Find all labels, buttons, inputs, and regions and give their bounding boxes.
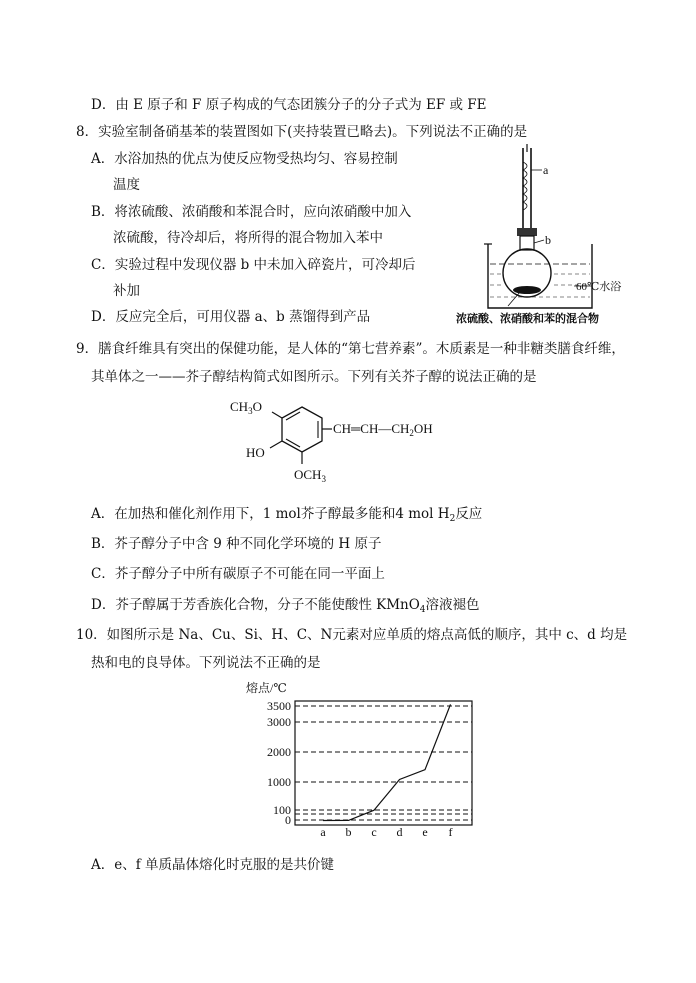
nitrobenzene-apparatus-figure [450,140,650,330]
q10-option-a: A．e、f 单质晶体熔化时克服的是共价键 [91,857,335,873]
q10-stem-line1: 10．如图所示是 Na、Cu、Si、H、C、N元素对应单质的熔点高低的顺序，其中 c、d 均是 [76,627,628,643]
svg-text:CH═CH—CH2OH: $CH═CH—CH_2OH$ [333,421,433,438]
chart-x-tick-label: f [448,825,453,838]
chart-y-tick-label: 3000 [267,715,291,729]
q9-option-a: A．在加热和催化剂作用下，1 mol芥子醇最多能和4 mol $H_2$反应 [91,506,483,524]
q8-option-b-line1: B．将浓硫酸、浓硝酸和苯混合时，应向浓硝酸中加入 [91,204,412,220]
mixture-label: 浓硫酸、浓硝酸和苯的混合物 [456,313,599,325]
q8-option-a-line2: 温度 [113,177,140,193]
chart-x-tick-label: c [371,825,377,838]
chart-x-tick-label: a [320,825,326,838]
q9-stem-line2: 其单体之一——芥子醇结构简式如图所示。下列有关芥子醇的说法正确的是 [91,369,537,385]
chart-x-tick-label: e [422,825,428,838]
chart-y-tick-label: 1000 [267,775,291,789]
svg-text:CH3O: $CH_3O$ [230,399,262,416]
chart-x-tick-label: b [345,825,352,838]
q9-stem-line1: 9．膳食纤维具有突出的保健功能，是人体的“第七营养素”。木质素是一种非糖类膳食纤维， [76,341,625,357]
q8-option-c-line2: 补加 [113,283,140,299]
chart-y-tick-label: 3500 [267,699,291,713]
label-b: b [545,233,551,247]
q7-option-d: D．由 E 原子和 F 原子构成的气态团簇分子的分子式为 EF 或 FE [91,97,487,113]
chart-plot-frame [295,701,472,825]
q8-option-c-line1: C．实验过程中发现仪器 b 中未加入碎瓷片，可冷却后 [91,257,416,273]
water-bath-label: 60℃水浴 [576,281,622,293]
label-a: a [543,163,549,177]
chart-y-tick-label: 2000 [267,745,291,759]
melting-point-chart [240,678,480,838]
q8-option-b-line2: 浓硫酸，待冷却后，将所得的混合物加入苯中 [113,230,383,246]
chart-y-tick-label: 0 [285,813,291,827]
sinapyl-alcohol-structure [224,394,484,498]
svg-text:HO: HO [246,445,265,460]
chart-y-tick-label: 100 [273,803,291,817]
q8-stem: 8．实验室制备硝基苯的装置图如下(夹持装置已略去)。下列说法不正确的是 [76,124,528,140]
chart-x-tick-label: d [396,825,403,838]
q10-stem-line2: 热和电的良导体。下列说法不正确的是 [91,655,321,671]
q8-option-a-line1: A．水浴加热的优点为使反应物受热均匀、容易控制 [91,151,398,167]
q9-option-b: B．芥子醇分子中含 9 种不同化学环境的 H 原子 [91,536,382,552]
q8-option-d: D．反应完全后，可用仪器 a、b 蒸馏得到产品 [91,309,371,325]
q9-option-d: D．芥子醇属于芳香族化合物，分子不能使酸性 KMnO$_4$溶液褪色 [91,597,480,615]
chart-y-axis-label: 熔点/℃ [246,681,287,695]
q9-option-c: C．芥子醇分子中所有碳原子不可能在同一平面上 [91,566,385,582]
svg-text:OCH3: $OCH_3$ [294,467,326,484]
